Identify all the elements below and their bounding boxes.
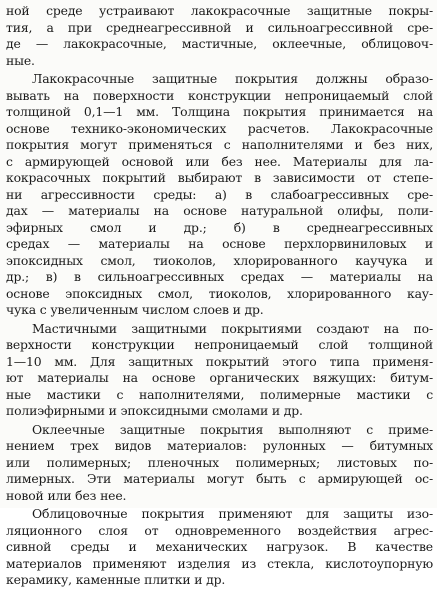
text-line: вывать на поверхности конструкции непроницаемый слой <box>6 87 433 103</box>
paragraph-4 <box>6 422 433 505</box>
text-line: др.; в) в сильноагрессивных средах — материалы на <box>6 269 433 284</box>
text-line: средах — материалы на основе перхлорвиниловых и <box>6 236 433 251</box>
text-line: верхности конструкции непроницаемый слой толщиной <box>6 337 433 352</box>
text-line: Облицовочные покрытия применяют для защиты изо- <box>32 506 433 521</box>
text-line: керамику, каменные плитки и др. <box>6 572 226 587</box>
text-line: ные мастики с наполнителями, полимерные мастики с <box>6 386 433 402</box>
text-line: полиэфирными и эпоксидными смолами и др. <box>6 403 303 418</box>
text-line: основе эпоксидных смол, тиоколов, хлорированного кау- <box>6 285 433 301</box>
text-line: Мастичными защитными покрытиями создают на по- <box>32 320 433 336</box>
paragraph-3 <box>6 321 433 420</box>
text-line: ни агрессивности среды: а) в слабоагрессивных сре- <box>6 186 433 202</box>
paragraph-5 <box>6 506 433 589</box>
text-line: нением трех видов материалов: рулонных — битумных <box>6 438 433 453</box>
text-line: кокрасочных покрытий выбирают в зависимости от степе- <box>6 170 433 185</box>
text-line: толщиной 0,1—1 мм. Толщина покрытия принимается на <box>6 104 433 119</box>
text-line: ные. <box>6 52 35 68</box>
text-line: новой или без нее. <box>6 487 127 503</box>
text-line: материалов применяют изделия из стекла, кислотоупорную <box>6 555 433 571</box>
text-line: Оклеечные защитные покрытия выполняют с приме- <box>32 421 433 437</box>
text-line: де — лакокрасочные, мастичные, оклеечные, облицовоч- <box>6 36 433 51</box>
text-line: покрытия могут применяться с наполнителями и без них, <box>6 137 433 152</box>
text-line: эпоксидных смол, тиоколов, хлорированного каучука и <box>6 252 433 268</box>
text-line: или полимерных; пленочных полимерных; листовых по- <box>6 454 433 470</box>
text-line: ют материалы на основе органических вяжущих: битум- <box>6 370 433 385</box>
text-line: ляционного слоя от одновременного воздействия агрес- <box>6 522 433 538</box>
paragraph-1 <box>6 3 433 69</box>
text-line: дах — материалы на основе натуральной олифы, поли- <box>6 203 433 218</box>
text-line: эфирных смол и др.; б) в среднеагрессивных <box>6 219 433 235</box>
text-line: с армирующей основой или без нее. Материалы для ла- <box>6 153 433 169</box>
text-line: тия, а при среднеагрессивной и сильноагрессивной сре- <box>6 19 433 35</box>
text-line: 1—10 мм. Для защитных покрытий этого типа применя- <box>6 353 433 369</box>
paragraph-2 <box>6 71 433 319</box>
text-line: Лакокрасочные защитные покрытия должны образо- <box>32 71 433 86</box>
text-line: сивной среды и механических нагрузок. В качестве <box>6 539 433 554</box>
text-line: чука с увеличенным числом слоев и др. <box>6 302 264 317</box>
text-line: основе технико-экономических расчетов. Лакокрасочные <box>6 120 433 136</box>
text-line: ной среде устраивают лакокрасочные защитные покры- <box>6 3 433 18</box>
text-line: лимерных. Эти материалы могут быть с армирующей ос- <box>6 471 433 486</box>
